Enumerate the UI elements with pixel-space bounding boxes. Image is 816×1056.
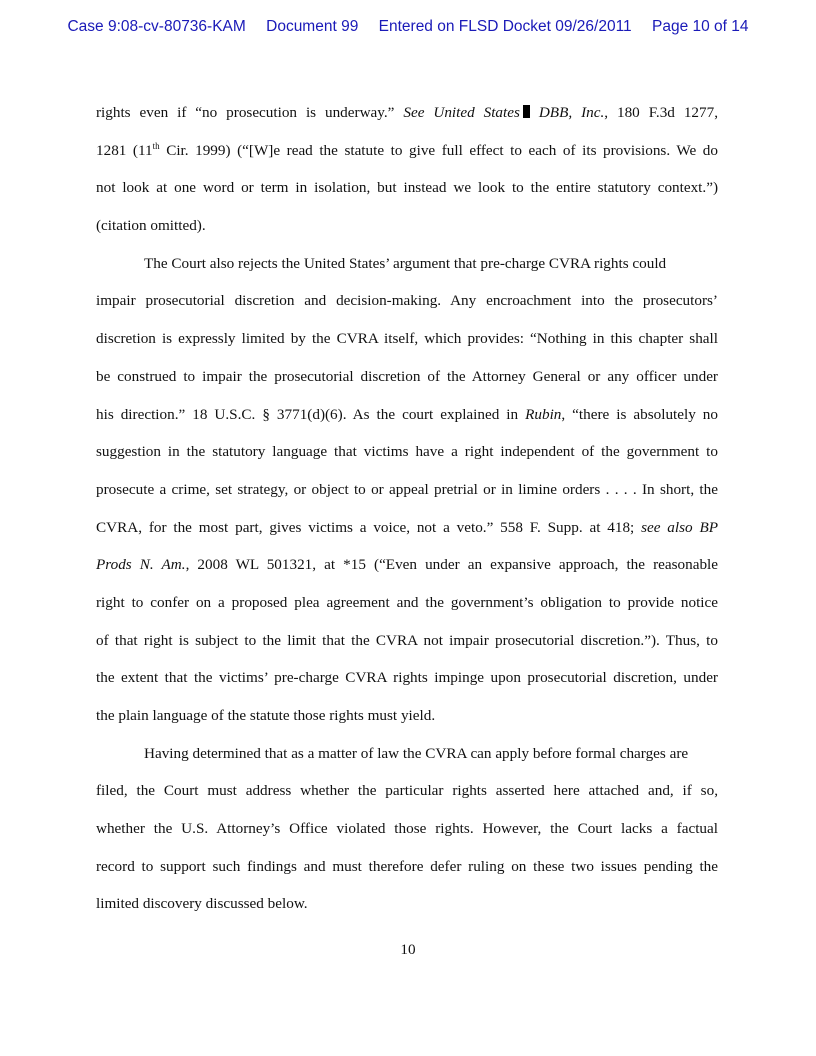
paragraph-3-line-2: filed, the Court must address whether the particular rights asserted here attached and, if so, [96, 782, 718, 800]
page-number: 10 [400, 941, 416, 958]
paragraph-3-line-3: whether the U.S. Attorney’s Office violated those rights. However, the Court lacks a factual [96, 820, 718, 838]
paragraph-2-line-2: impair prosecutorial discretion and decision-making. Any encroachment into the prosecutors’ [96, 292, 718, 310]
paragraph-2-line-6: suggestion in the statutory language that victims have a right independent of the government to [96, 443, 718, 461]
court-filing-header [0, 18, 816, 36]
paragraph-2-line-1: The Court also rejects the United States’ argument that pre-charge CVRA rights could [144, 254, 667, 272]
paragraph-2-line-11: of that right is subject to the limit that the CVRA not impair prosecutorial discretion.”). Thus, to [96, 631, 718, 649]
paragraph-2-line-13: the plain language of the statute those rights must yield. [96, 707, 436, 724]
paragraph-1-line-2: 1281 (11th Cir. 1999) (“[W]e read the statute to give full effect to each of its provisions. We do [96, 140, 718, 159]
paragraph-3-line-4: record to support such findings and must therefore defer ruling on these two issues pending the [96, 857, 718, 875]
paragraph-2-line-10: right to confer on a proposed plea agreement and the government’s obligation to provide notice [96, 593, 718, 611]
paragraph-3-line-5: limited discovery discussed below. [96, 895, 308, 913]
paragraph-3-line-1: Having determined that as a matter of law the CVRA can apply before formal charges are [144, 744, 689, 762]
paragraph-1-line-1: rights even if “no prosecution is underway.” See United States DBB, Inc., 180 F.3d 1277, [96, 104, 718, 121]
paragraph-1-line-3: not look at one word or term in isolation, but instead we look to the entire statutory context.”) [96, 179, 718, 197]
paragraph-2-line-4: be construed to impair the prosecutorial discretion of the Attorney General or any officer under [96, 367, 718, 385]
paragraph-2-line-9: Prods N. Am., 2008 WL 501321, at *15 (“Even under an expansive approach, the reasonable [96, 556, 718, 574]
paragraph-2-line-3: discretion is expressly limited by the CVRA itself, which provides: “Nothing in this chapter shall [96, 330, 718, 348]
docket-entry: Entered on FLSD Docket 09/26/2011 [378, 18, 632, 35]
page-of-total: Page 10 of 14 [652, 18, 749, 35]
document-body [96, 94, 718, 923]
paragraph-2-line-12: the extent that the victims’ pre-charge CVRA rights impinge upon prosecutorial discretion, under [96, 669, 718, 687]
paragraph-2-line-8: CVRA, for the most part, gives victims a voice, not a veto.” 558 F. Supp. at 418; see also BP [96, 518, 719, 536]
paragraph-2-line-5: his direction.” 18 U.S.C. § 3771(d)(6). As the court explained in Rubin, “there is absolutely no [96, 405, 718, 423]
redaction-mark [523, 105, 530, 118]
paragraph-2-line-7: prosecute a crime, set strategy, or object to or appeal pretrial or in limine orders . . . . In short, the [96, 480, 718, 498]
paragraph-1-line-4: (citation omitted). [96, 217, 206, 235]
document-number: Document 99 [266, 18, 359, 35]
case-number: Case 9:08-cv-80736-KAM [67, 18, 246, 35]
